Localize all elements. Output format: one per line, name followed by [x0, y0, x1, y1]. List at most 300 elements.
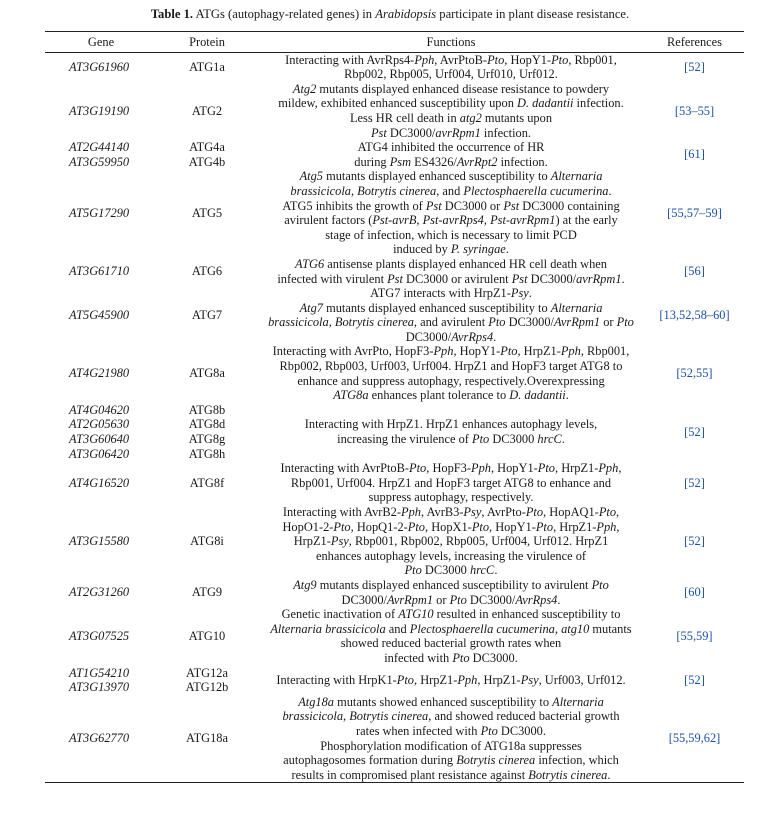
function-text: ATG5 inhibits the growth of: [282, 198, 426, 213]
function-italic-text: Pto: [333, 519, 351, 534]
function-text: infection.: [573, 96, 624, 111]
function-text: DC3000 containing: [519, 198, 620, 213]
function-text: , HrpZ1-: [555, 461, 599, 476]
function-italic-text: AvrRpm1: [554, 315, 601, 330]
gene-cell-item: AT3G59950: [69, 154, 130, 169]
function-italic-text: Plectosphaerella cucumerina: [463, 183, 609, 198]
gene-cell-item: AT3G06420: [69, 446, 130, 461]
function-text: and: [385, 621, 410, 636]
protein-cell-item: ATG5: [191, 205, 223, 220]
function-line: [257, 272, 645, 287]
function-italic-text: brassicicola: [290, 183, 351, 198]
gene-cell-item: AT4G21980: [69, 366, 130, 381]
gene-cell: [45, 52, 157, 82]
function-italic-text: Pst: [503, 198, 520, 213]
reference-link[interactable]: [60]: [684, 585, 705, 600]
function-italic-text: ATG6: [295, 256, 325, 271]
function-text: mutants displayed enhanced susceptibility to avirulent: [316, 577, 592, 592]
function-text: .: [494, 563, 498, 578]
function-text: .: [608, 183, 612, 198]
function-line: [257, 695, 645, 710]
function-italic-text: Pst-avrRps4: [422, 213, 484, 228]
function-text: Rbp002, Rbp005, Urf004, Urf010, Urf012.: [344, 67, 558, 82]
gene-cell-item: AT3G60640: [69, 432, 130, 447]
protein-cell: [157, 257, 257, 286]
gene-cell: [45, 82, 157, 140]
function-text: induced by: [393, 242, 451, 257]
function-line: [257, 578, 645, 593]
function-italic-text: Pto: [407, 519, 425, 534]
function-italic-text: D. dadantii: [509, 388, 566, 403]
gene-cell-item: AT2G31260: [69, 585, 130, 600]
function-text: enhances plant tolerance to: [368, 388, 510, 403]
function-text: , and: [436, 183, 464, 198]
function-line: [257, 417, 645, 432]
function-line: [257, 140, 645, 155]
function-text: .: [528, 286, 532, 301]
function-line: [257, 476, 645, 491]
protein-cell: [157, 344, 257, 402]
function-italic-text: Pph: [471, 461, 491, 476]
function-italic-text: Pto: [591, 577, 609, 592]
function-line: [257, 126, 645, 141]
function-italic-text: Psm: [389, 154, 412, 169]
function-line: [257, 199, 645, 214]
function-italic-text: AvrRps4: [515, 592, 558, 607]
function-text: ,: [618, 461, 622, 476]
gene-cell: [45, 695, 157, 783]
function-italic-text: Pst: [370, 125, 387, 140]
function-line: [257, 242, 645, 257]
gene-cell-item: AT3G15580: [69, 534, 130, 549]
function-italic-text: Pph: [401, 505, 421, 519]
gene-cell-item: AT3G19190: [69, 103, 130, 118]
function-text: .: [561, 432, 565, 447]
function-italic-text: Pto: [537, 461, 555, 476]
gene-cell-item: AT3G07525: [69, 629, 130, 644]
gene-cell-item: AT3G62770: [69, 731, 130, 746]
function-line: [257, 622, 645, 637]
function-italic-text: Botrytis cinerea: [357, 183, 437, 198]
gene-cell: [45, 607, 157, 665]
function-text: ,: [350, 183, 358, 198]
function-text: ,: [483, 213, 491, 228]
table-row: [45, 695, 744, 783]
function-line: [257, 301, 645, 316]
protein-cell-item: ATG8a: [189, 366, 225, 381]
function-text: mutants upon: [481, 110, 553, 125]
protein-cell-item: ATG8i: [190, 534, 224, 549]
protein-cell-item: ATG4b: [188, 154, 226, 169]
reference-link[interactable]: [61]: [684, 147, 705, 162]
function-text: DC3000/: [405, 329, 452, 344]
function-text: during: [354, 154, 390, 169]
function-text: .: [565, 388, 569, 403]
protein-cell: [157, 286, 257, 344]
header-references: References: [666, 35, 723, 49]
function-line: [257, 53, 645, 68]
function-line: [257, 739, 645, 754]
function-text: ,: [416, 213, 423, 228]
function-italic-text: Pph: [560, 344, 581, 359]
functions-cell: [257, 344, 645, 402]
function-text: mutants displayed enhanced susceptibility to: [322, 169, 551, 184]
function-italic-text: brassicicola: [282, 709, 344, 724]
function-text: infection.: [480, 125, 532, 140]
function-italic-text: Pto: [480, 723, 498, 738]
protein-cell: [157, 52, 257, 82]
function-text: increasing the virulence of: [337, 432, 472, 447]
protein-cell-item: ATG12a: [186, 665, 228, 680]
gene-cell: [45, 140, 157, 169]
function-italic-text: Psy: [510, 286, 529, 301]
function-line: [257, 257, 645, 272]
reference-link[interactable]: [55,59]: [676, 629, 713, 644]
function-line: [257, 82, 645, 97]
function-text: ,: [328, 315, 335, 330]
function-text: , AvrB3-: [420, 505, 464, 519]
reference-link[interactable]: [52]: [684, 475, 705, 490]
function-italic-text: Alternaria: [550, 300, 603, 315]
function-italic-text: Botrytis cinerea: [334, 315, 414, 330]
protein-cell-item: ATG8b: [188, 402, 226, 417]
function-line: [257, 374, 645, 389]
function-text: , Urf003, Urf012.: [538, 672, 626, 687]
function-italic-text: Pto: [598, 505, 617, 519]
protein-cell: [157, 169, 257, 257]
functions-cell: [257, 403, 645, 461]
function-italic-text: Alternaria: [550, 169, 603, 184]
function-italic-text: Pto: [525, 505, 544, 519]
caption-text-before: ATGs (autophagy-related genes) in: [193, 7, 376, 21]
gene-cell: [45, 403, 157, 461]
caption-text-after: participate in plant disease resistance.: [436, 7, 630, 21]
function-line: [257, 461, 645, 476]
function-text: , Rbp001,: [580, 344, 630, 359]
gene-cell-item: AT5G17290: [69, 205, 130, 220]
table-row: [45, 461, 744, 505]
function-line: [257, 563, 645, 578]
function-text: , HopX1-: [425, 519, 472, 534]
protein-cell-item: ATG8d: [188, 417, 226, 432]
table-row: [45, 666, 744, 695]
table-row: [45, 82, 744, 140]
function-text: mutants: [589, 621, 632, 636]
function-italic-text: AvrRpm1: [386, 592, 434, 607]
table-caption: [0, 6, 780, 22]
protein-cell-item: ATG1a: [189, 59, 225, 74]
table-row: [45, 578, 744, 607]
reference-link[interactable]: [52]: [684, 424, 705, 439]
reference-link[interactable]: [53–55]: [674, 103, 715, 118]
function-line: [257, 709, 645, 724]
function-text: , HopY1-: [490, 461, 538, 476]
function-line: [257, 67, 645, 82]
gene-cell: [45, 344, 157, 402]
function-text: .: [505, 242, 509, 257]
function-text: ,: [554, 621, 562, 636]
header-row: [45, 32, 744, 53]
atg-table: [45, 31, 744, 783]
function-italic-text: Pto: [535, 519, 554, 534]
function-italic-text: Alternaria: [552, 694, 604, 709]
function-line: [257, 607, 645, 622]
function-italic-text: Pst: [425, 198, 442, 213]
functions-cell: [257, 52, 645, 82]
reference-link[interactable]: [56]: [684, 264, 705, 279]
function-text: avirulent factors (: [284, 213, 373, 228]
function-line: [257, 111, 645, 126]
function-italic-text: Pto: [452, 650, 470, 665]
function-italic-text: ATG10: [398, 607, 434, 622]
function-text: mutants showed enhanced susceptibility to: [333, 694, 553, 709]
function-italic-text: Plectosphaerella cucumerina: [409, 621, 555, 636]
function-text: ATG4 inhibited the occurrence of HR: [357, 140, 545, 155]
function-italic-text: Pto: [472, 432, 490, 447]
function-text: mildew, exhibited enhanced susceptibility upon: [278, 96, 517, 111]
function-italic-text: Pst: [387, 271, 403, 286]
reference-link[interactable]: [55,59,62]: [668, 731, 721, 746]
function-text: Rbp002, Rbp003, Urf003, Urf004. HrpZ1 and HopF3 target ATG8 to: [279, 359, 623, 374]
gene-cell-item: AT1G54210: [69, 665, 130, 680]
protein-cell-item: ATG8f: [189, 475, 225, 490]
function-text: Interacting with AvrPtoB-: [280, 461, 410, 476]
gene-cell: [45, 666, 157, 695]
function-text: , HopY1-: [504, 52, 552, 67]
function-text: resulted in enhanced susceptibility to: [433, 607, 621, 622]
function-italic-text: Pto: [487, 52, 505, 67]
table-row: [45, 607, 744, 665]
function-text: DC3000: [489, 432, 538, 447]
function-italic-text: Pto: [500, 344, 518, 359]
function-line: [257, 673, 645, 688]
function-text: , Rbp001, Rbp002, Rbp005, Urf004, Urf012. HrpZ1: [348, 534, 609, 549]
function-italic-text: D. dadantii: [517, 96, 574, 111]
function-line: [257, 505, 645, 520]
function-italic-text: Botrytis cinerea: [349, 709, 429, 724]
function-italic-text: Atg18a: [298, 694, 334, 709]
functions-cell: [257, 578, 645, 607]
function-line: [257, 344, 645, 359]
table-row: [45, 344, 744, 402]
gene-cell-item: AT5G45900: [69, 307, 130, 322]
table-row: [45, 257, 744, 286]
reference-link[interactable]: [52]: [684, 534, 705, 549]
function-text: infection, which: [535, 753, 619, 768]
function-text: DC3000/: [386, 125, 436, 140]
gene-cell: [45, 257, 157, 286]
function-text: Interacting with AvrPto, HopF3-: [272, 344, 434, 359]
function-text: DC3000/: [341, 592, 387, 607]
protein-cell: [157, 607, 257, 665]
gene-cell: [45, 169, 157, 257]
function-italic-text: hrcC: [537, 432, 562, 447]
protein-cell-item: ATG8g: [188, 432, 226, 447]
protein-cell: [157, 140, 257, 169]
function-italic-text: Alternaria brassicicola: [270, 621, 386, 636]
function-italic-text: brassicicola: [268, 315, 329, 330]
protein-cell: [157, 82, 257, 140]
function-text: , AvrPto-: [481, 505, 526, 519]
reference-link[interactable]: [13,52,58–60]: [659, 307, 730, 322]
reference-link[interactable]: [52]: [684, 59, 705, 74]
function-line: [257, 96, 645, 111]
function-text: rates when infected with: [356, 723, 481, 738]
function-text: ,: [616, 519, 620, 534]
function-text: suppress autophagy, respectively.: [368, 490, 534, 505]
protein-cell-item: ATG10: [188, 629, 226, 644]
function-italic-text: Psy: [330, 534, 349, 549]
gene-cell: [45, 461, 157, 505]
function-line: [257, 534, 645, 549]
function-text: Less HR cell death in: [349, 110, 460, 125]
function-line: [257, 228, 645, 243]
function-italic-text: Pto: [471, 519, 490, 534]
protein-cell-item: ATG8h: [188, 446, 226, 461]
function-line: [257, 184, 645, 199]
function-italic-text: Pst-avrB: [372, 213, 417, 228]
reference-link[interactable]: [55,57–59]: [667, 205, 722, 220]
protein-cell: [157, 505, 257, 578]
function-text: , HrpZ1-: [477, 672, 521, 687]
function-line: [257, 359, 645, 374]
function-text: or: [433, 592, 450, 607]
gene-cell-item: AT3G61710: [69, 264, 130, 279]
function-italic-text: AvrRpt2: [456, 154, 498, 169]
function-text: , HopY1-: [489, 519, 536, 534]
function-text: Phosphorylation modification of ATG18a suppresses: [320, 738, 582, 753]
function-line: [257, 490, 645, 505]
function-line: [257, 169, 645, 184]
function-line: [257, 768, 645, 783]
function-line: [257, 432, 645, 447]
function-text: ATG7 interacts with HrpZ1-: [370, 286, 511, 301]
caption-species: Arabidopsis: [375, 7, 437, 21]
function-text: DC3000 or: [441, 198, 504, 213]
protein-cell-item: ATG6: [191, 264, 223, 279]
table-row: [45, 140, 744, 169]
function-italic-text: Pst: [511, 271, 528, 286]
functions-cell: [257, 505, 645, 578]
function-text: showed reduced bacterial growth rates when: [340, 636, 562, 651]
reference-link[interactable]: [52]: [684, 672, 705, 687]
function-text: .: [607, 767, 611, 782]
function-text: DC3000.: [469, 650, 518, 665]
function-italic-text: avrRpm1: [435, 125, 481, 140]
function-text: DC3000/: [527, 271, 577, 286]
protein-cell-item: ATG9: [191, 585, 223, 600]
function-italic-text: Pto: [404, 563, 422, 578]
function-line: [257, 315, 645, 330]
function-text: Interacting with HrpZ1. HrpZ1 enhances autophagy levels,: [304, 417, 598, 432]
functions-cell: [257, 82, 645, 140]
functions-cell: [257, 607, 645, 665]
gene-cell-item: AT3G13970: [69, 680, 130, 695]
function-italic-text: ATG8a: [333, 388, 369, 403]
function-italic-text: Pph: [433, 344, 454, 359]
header-functions: Functions: [426, 35, 476, 49]
function-text: , and avirulent: [413, 315, 489, 330]
functions-cell: [257, 461, 645, 505]
protein-cell: [157, 403, 257, 461]
gene-cell-item: AT2G44140: [69, 140, 130, 155]
table-row: [45, 505, 744, 578]
function-italic-text: avrRpm1: [576, 271, 622, 286]
function-text: Rbp001, Urf004. HrpZ1 and HopF3 target ATG8 to enhance and: [290, 475, 612, 490]
function-line: [257, 636, 645, 651]
function-italic-text: Atg2: [292, 81, 317, 96]
function-text: DC3000.: [497, 723, 546, 738]
function-text: or: [600, 315, 617, 330]
reference-link[interactable]: [52,55]: [676, 366, 713, 381]
function-italic-text: Pto: [616, 315, 634, 330]
function-text: ,: [343, 709, 350, 724]
table-body: [45, 52, 744, 783]
gene-cell: [45, 578, 157, 607]
function-text: DC3000/: [466, 592, 516, 607]
functions-cell: [257, 695, 645, 783]
function-text: infected with virulent: [277, 271, 388, 286]
functions-cell: [257, 257, 645, 286]
function-text: DC3000: [421, 563, 470, 578]
function-line: [257, 724, 645, 739]
function-italic-text: Psy: [520, 672, 539, 687]
function-italic-text: Botrytis cinerea: [456, 753, 536, 768]
function-text: results in compromised plant resistance against: [291, 767, 529, 782]
function-text: stage of infection, which is necessary to limit PCD: [325, 227, 577, 242]
table-row: [45, 403, 744, 461]
header-gene: Gene: [87, 35, 115, 49]
table-row: [45, 286, 744, 344]
protein-cell-item: ATG7: [191, 307, 223, 322]
function-line: [257, 330, 645, 345]
function-text: infected with: [384, 650, 453, 665]
function-line: [257, 520, 645, 535]
protein-cell: [157, 461, 257, 505]
function-text: Interacting with AvrB2-: [282, 505, 401, 519]
function-italic-text: P. syringae: [450, 242, 506, 257]
function-italic-text: Atg9: [293, 577, 317, 592]
function-text: , HopF3-: [426, 461, 471, 476]
function-italic-text: atg2: [459, 110, 482, 125]
function-line: [257, 388, 645, 403]
function-line: [257, 213, 645, 228]
function-italic-text: Pst-avrRpm1: [490, 213, 556, 228]
function-text: ,: [616, 505, 620, 519]
function-text: , Rbp001,: [568, 52, 617, 67]
function-italic-text: Atg5: [299, 169, 323, 184]
function-italic-text: Pph: [596, 519, 617, 534]
function-line: [257, 286, 645, 301]
protein-cell-item: ATG4a: [189, 140, 225, 155]
function-text: , HopAQ1-: [543, 505, 599, 519]
protein-cell: [157, 578, 257, 607]
function-line: [257, 549, 645, 564]
functions-cell: [257, 666, 645, 695]
function-italic-text: Pto: [396, 672, 414, 687]
function-text: , and showed reduced bacterial growth: [428, 709, 620, 724]
function-text: ES4326/: [411, 154, 457, 169]
table-row: [45, 169, 744, 257]
gene-cell-item: AT2G05630: [69, 417, 130, 432]
functions-cell: [257, 169, 645, 257]
gene-cell-item: AT4G04620: [69, 402, 130, 417]
function-text: , AvrPtoB-: [434, 52, 488, 67]
functions-cell: [257, 140, 645, 169]
function-line: [257, 155, 645, 170]
function-line: [257, 753, 645, 768]
function-text: mutants displayed enhanced disease resistance to powdery: [316, 81, 610, 96]
